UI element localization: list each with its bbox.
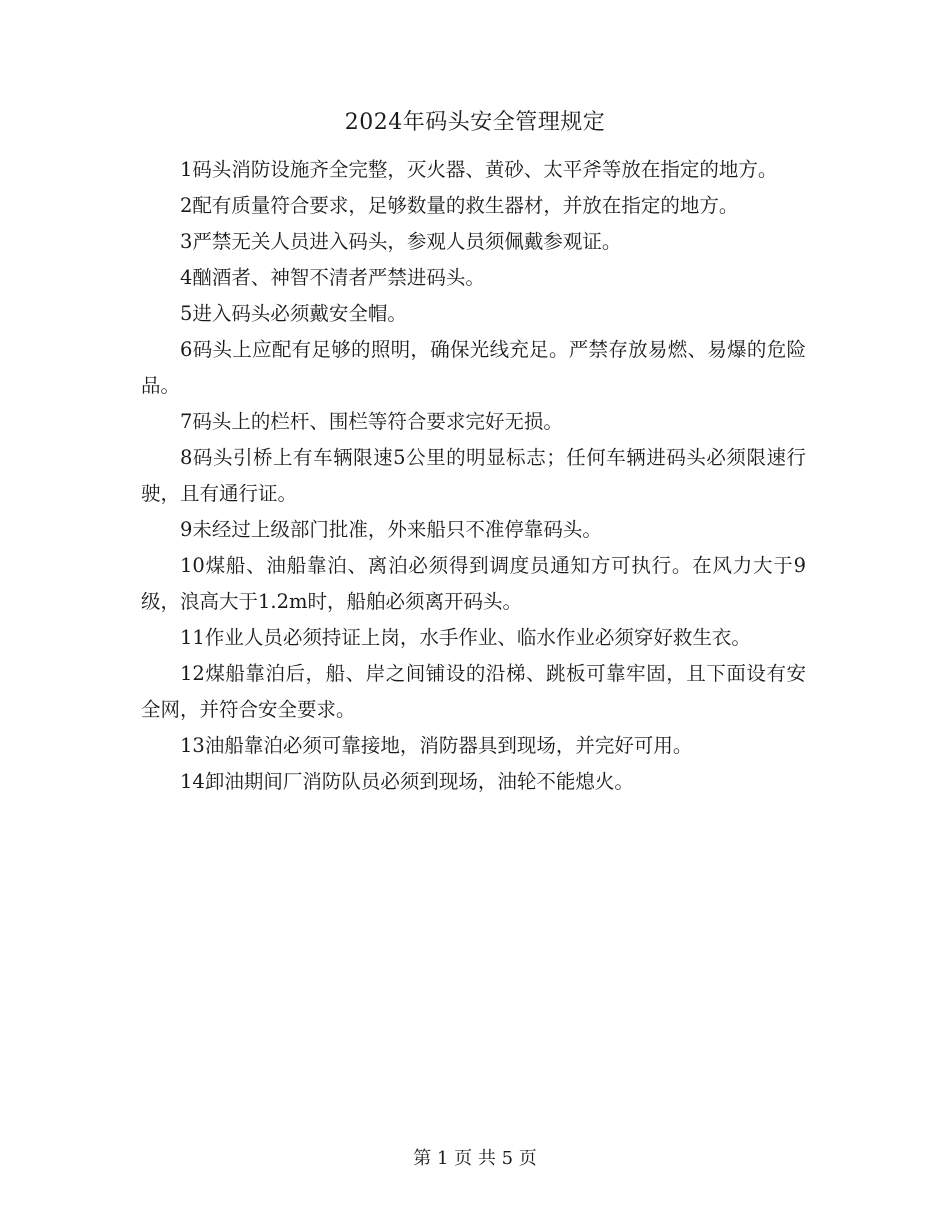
- page-footer: [0, 1144, 950, 1174]
- regulation-item-6: 6码头上应配有足够的照明，确保光线充足。严禁存放易燃、易爆的危险品。: [141, 338, 806, 397]
- regulation-item-2: 2配有质量符合要求，足够数量的救生器材，并放在指定的地方。: [180, 194, 739, 217]
- regulation-item-14: 14卸油期间厂消防队员必须到现场，油轮不能熄火。: [180, 770, 634, 793]
- document-body: [141, 152, 806, 800]
- regulation-item-1: 1码头消防设施齐全完整，灭火器、黄砂、太平斧等放在指定的地方。: [180, 158, 778, 181]
- page-number: 第 1 页 共 5 页: [413, 1148, 537, 1169]
- regulation-item-9: 9未经过上级部门批准，外来船只不准停靠码头。: [180, 518, 602, 541]
- regulation-item-4: 4酗酒者、神智不清者严禁进码头。: [180, 266, 485, 289]
- regulation-item-13: 13油船靠泊必须可靠接地，消防器具到现场，并完好可用。: [180, 734, 693, 757]
- regulation-item-10: 10煤船、油船靠泊、离泊必须得到调度员通知方可执行。在风力大于9级，浪高大于1.2m时，船舶必须离开码头。: [141, 554, 806, 613]
- regulation-item-7: 7码头上的栏杆、围栏等符合要求完好无损。: [180, 410, 563, 433]
- regulation-item-12: 12煤船靠泊后，船、岸之间铺设的沿梯、跳板可靠牢固，且下面设有安全网，并符合安全要求。: [141, 662, 806, 721]
- regulation-item-3: 3严禁无关人员进入码头，参观人员须佩戴参观证。: [180, 230, 622, 253]
- regulation-item-11: 11作业人员必须持证上岗，水手作业、临水作业必须穿好救生衣。: [180, 626, 751, 649]
- regulation-item-8: 8码头引桥上有车辆限速5公里的明显标志；任何车辆进码头必须限速行驶，且有通行证。: [141, 446, 806, 505]
- document-title: 2024年码头安全管理规定: [344, 110, 606, 135]
- regulation-item-5: 5进入码头必须戴安全帽。: [180, 302, 407, 325]
